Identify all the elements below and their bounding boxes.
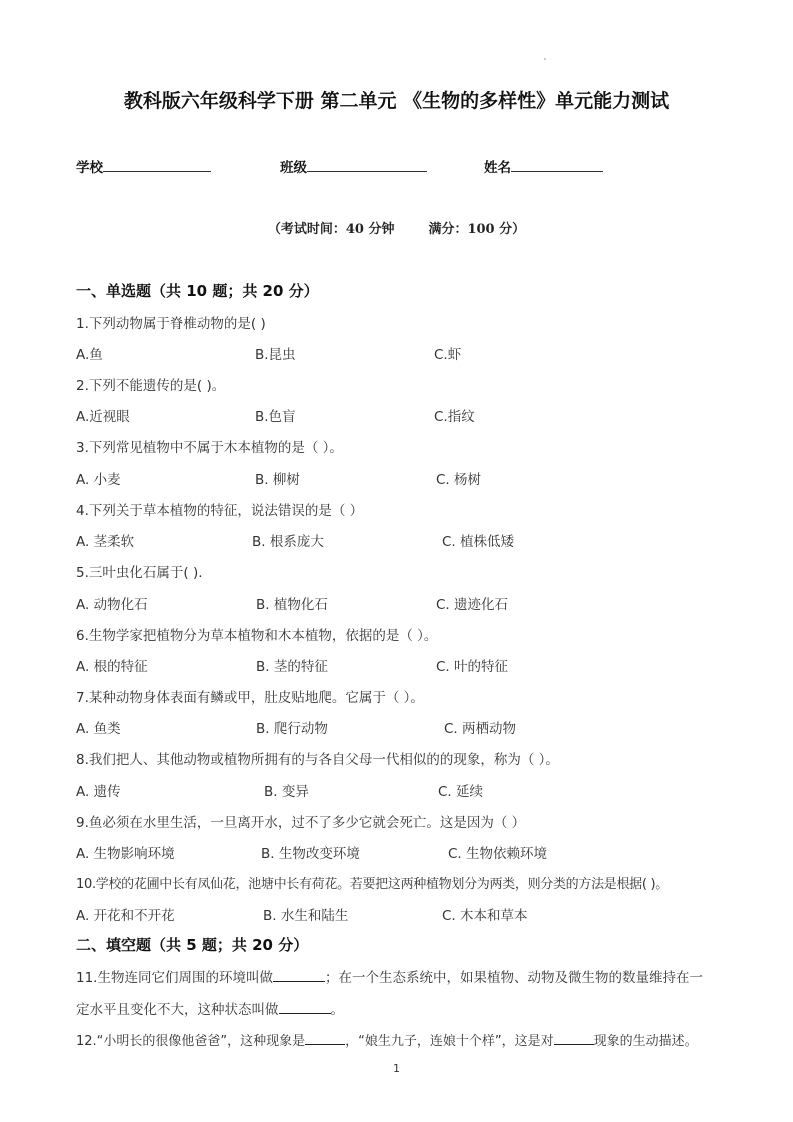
- q3-option-c[interactable]: C. 杨树: [436, 472, 482, 488]
- question-8: 8.我们把人、其他动物或植物所拥有的与各自父母一代相似的的现象，称为（ ）。: [76, 752, 559, 768]
- q7-option-c[interactable]: C. 两栖动物: [444, 721, 517, 737]
- q6-option-c[interactable]: C. 叶的特征: [436, 659, 509, 675]
- question-7: 7.某种动物身体表面有鳞或甲，肚皮贴地爬。它属于（ ）。: [76, 690, 424, 706]
- school-label: 学校: [76, 160, 103, 176]
- q1-option-a[interactable]: A.鱼: [76, 347, 103, 363]
- q2-option-b[interactable]: B.色盲: [255, 409, 296, 425]
- q8-option-c[interactable]: C. 延续: [438, 784, 484, 800]
- q9-option-a[interactable]: A. 生物影响环境: [76, 846, 175, 862]
- q12-text-2: ，“娘生九子，连娘十个样”，这是对: [345, 1034, 554, 1049]
- name-blank[interactable]: [511, 158, 603, 172]
- q4-option-b[interactable]: B. 根系庞大: [252, 534, 324, 550]
- name-field: [484, 156, 603, 176]
- q12-blank-1[interactable]: [305, 1030, 345, 1045]
- question-2: 2.下列不能遗传的是( )。: [76, 378, 226, 394]
- q11-blank-2[interactable]: [279, 999, 331, 1014]
- q11-text-4: 。: [330, 1002, 344, 1018]
- q11-blank-1[interactable]: [273, 967, 325, 982]
- section-heading-single-choice: 一、单选题（共 10 题；共 20 分）: [76, 282, 319, 300]
- school-field: [76, 156, 211, 176]
- document-title: 教科版六年级科学下册 第二单元 《生物的多样性》单元能力测试: [123, 90, 670, 112]
- q2-option-c[interactable]: C.指纹: [434, 409, 475, 425]
- question-1: 1.下列动物属于脊椎动物的是( ): [76, 316, 266, 332]
- q9-option-c[interactable]: C. 生物依赖环境: [448, 846, 548, 862]
- q7-option-b[interactable]: B. 爬行动物: [256, 721, 328, 737]
- question-4: 4.下列关于草本植物的特征，说法错误的是（ ）: [76, 503, 364, 519]
- page-number: 1: [393, 1062, 400, 1075]
- question-11-line-2: [76, 998, 344, 1018]
- q2-option-a[interactable]: A.近视眼: [76, 409, 130, 425]
- q1-option-c[interactable]: C.虾: [434, 347, 462, 363]
- question-10: 10.学校的花圃中长有凤仙花，池塘中长有荷花。若要把这两种植物划分为两类，则分类的方法是根据( )。: [76, 877, 668, 892]
- question-12: [76, 1030, 698, 1049]
- q1-option-b[interactable]: B.昆虫: [255, 347, 296, 363]
- q8-option-a[interactable]: A. 遗传: [76, 784, 121, 800]
- exam-score: 满分：100 分）: [428, 222, 526, 237]
- q4-option-a[interactable]: A. 茎柔软: [76, 534, 135, 550]
- q12-blank-2[interactable]: [554, 1030, 594, 1045]
- class-label: 班级: [280, 160, 307, 176]
- question-6: 6.生物学家把植物分为草本植物和木本植物，依据的是（ ）。: [76, 628, 438, 644]
- question-5: 5.三叶虫化石属于( ).: [76, 565, 203, 581]
- q7-option-a[interactable]: A. 鱼类: [76, 721, 121, 737]
- q9-option-b[interactable]: B. 生物改变环境: [261, 846, 360, 862]
- exam-info: [0, 218, 793, 237]
- q10-option-c[interactable]: C. 木本和草本: [442, 908, 528, 924]
- q3-option-b[interactable]: B. 柳树: [255, 472, 300, 488]
- name-label: 姓名: [484, 160, 511, 176]
- q10-option-a[interactable]: A. 开花和不开花: [76, 908, 175, 924]
- q6-option-b[interactable]: B. 茎的特征: [256, 659, 328, 675]
- q10-option-b[interactable]: B. 水生和陆生: [263, 908, 349, 924]
- exam-time: （考试时间：40 分钟: [267, 222, 395, 237]
- q5-option-b[interactable]: B. 植物化石: [256, 597, 328, 613]
- class-blank[interactable]: [307, 158, 427, 172]
- q5-option-a[interactable]: A. 动物化石: [76, 597, 148, 613]
- question-3: 3.下列常见植物中不属于木本植物的是（ ）。: [76, 440, 343, 456]
- school-blank[interactable]: [103, 158, 211, 172]
- q4-option-c[interactable]: C. 植株低矮: [442, 534, 515, 550]
- question-11-line-1: [76, 966, 703, 986]
- q11-text-2: ；在一个生态系统中，如果植物、动物及微生物的数量维持在一: [324, 970, 703, 986]
- class-field: [280, 156, 427, 176]
- q6-option-a[interactable]: A. 根的特征: [76, 659, 148, 675]
- q12-text-1: 12.“小明长的很像他爸爸”，这种现象是: [76, 1034, 306, 1049]
- section-heading-fill-in: 二、填空题（共 5 题；共 20 分）: [76, 936, 309, 954]
- q11-text-3: 定水平且变化不大，这种状态叫做: [76, 1002, 279, 1018]
- question-9: 9.鱼必须在水里生活，一旦离开水，过不了多少它就会死亡。这是因为（ ）: [76, 815, 526, 831]
- q8-option-b[interactable]: B. 变异: [264, 784, 309, 800]
- q3-option-a[interactable]: A. 小麦: [76, 472, 121, 488]
- q12-text-3: 现象的生动描述。: [593, 1034, 698, 1049]
- q5-option-c[interactable]: C. 遗迹化石: [436, 597, 509, 613]
- q11-text-1: 11.生物连同它们周围的环境叫做: [76, 970, 273, 986]
- scan-speck: [544, 58, 546, 60]
